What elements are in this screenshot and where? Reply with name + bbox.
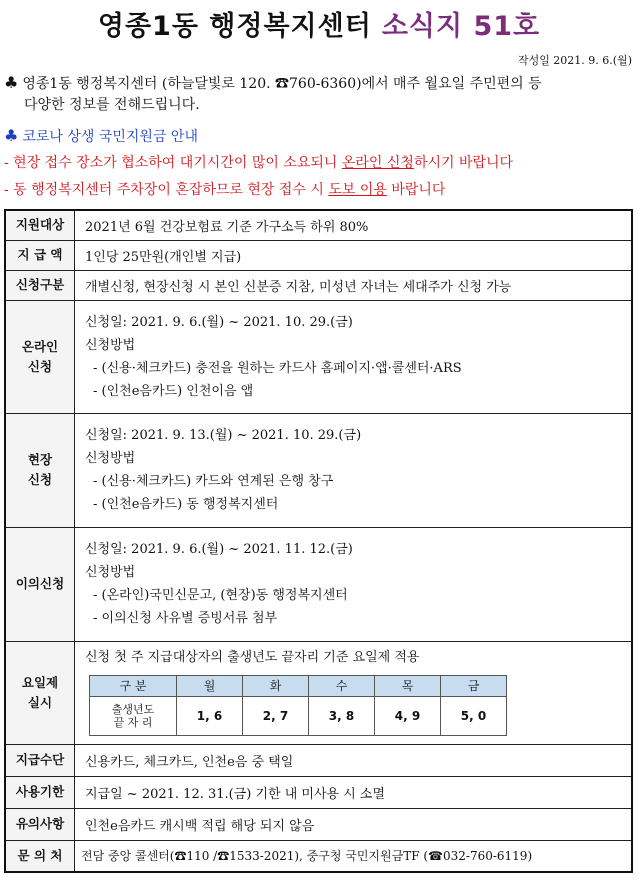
row-label: 유의사항 bbox=[5, 808, 75, 840]
intro-paragraph bbox=[4, 72, 634, 116]
row-label: 신청구분 bbox=[5, 270, 75, 300]
row-label: 지 급 액 bbox=[5, 240, 75, 270]
digits-wed: 3, 8 bbox=[309, 696, 375, 735]
day-tue: 화 bbox=[243, 675, 309, 696]
day-fri: 금 bbox=[441, 675, 507, 696]
day-wed: 수 bbox=[309, 675, 375, 696]
weekday-head-label: 구 분 bbox=[90, 675, 177, 696]
digits-tue: 2, 7 bbox=[243, 696, 309, 735]
row-label: 지원대상 bbox=[5, 210, 75, 240]
info-table bbox=[4, 209, 633, 873]
row-value: 신용카드, 체크카드, 인천e음 중 택일 bbox=[75, 744, 633, 776]
table-row bbox=[5, 210, 632, 240]
row-value: 전담 중앙 콜센터(☎110 /☎1533-2021), 중구청 국민지원금TF (☎032-760-6119) bbox=[75, 840, 633, 872]
row-value: 개별신청, 현장신청 시 본인 신분증 지참, 미성년 자녀는 세대주가 신청 가능 bbox=[75, 270, 633, 300]
row-value bbox=[75, 641, 633, 744]
digits-thu: 4, 9 bbox=[375, 696, 441, 735]
table-row bbox=[5, 840, 632, 872]
table-row bbox=[5, 270, 632, 300]
table-row-onsite bbox=[5, 413, 632, 527]
row-label: 현장 신청 bbox=[5, 413, 75, 527]
weekday-description: 신청 첫 주 지급대상자의 출생년도 끝자리 기준 요일제 적용 bbox=[85, 649, 420, 665]
club-bullet-icon: ♣ bbox=[4, 126, 19, 145]
weekday-digits-row bbox=[90, 696, 507, 735]
row-label: 이의신청 bbox=[5, 527, 75, 641]
table-row bbox=[5, 776, 632, 808]
intro-line-2: 다양한 정보를 전해드립니다. bbox=[24, 97, 200, 113]
notice-heading: ♣ 코로나 상생 국민지원금 안내 bbox=[4, 126, 198, 145]
table-row bbox=[5, 808, 632, 840]
row-label: 사용기한 bbox=[5, 776, 75, 808]
row-label: 문 의 처 bbox=[5, 840, 75, 872]
intro-line-1: 영종1동 행정복지센터 (하늘달빛로 120. ☎760-6360)에서 매주 월요일 주민편의 등 bbox=[22, 76, 542, 92]
club-bullet-icon: ♣ bbox=[4, 73, 19, 92]
row-label: 요일제 실시 bbox=[5, 641, 75, 744]
table-row-weekday bbox=[5, 641, 632, 744]
digits-mon: 1, 6 bbox=[177, 696, 243, 735]
notice-item-parking: - 동 행정복지센터 주차장이 혼잡하므로 현장 접수 시 도보 이용 바랍니다 bbox=[4, 182, 446, 198]
table-row bbox=[5, 240, 632, 270]
day-mon: 월 bbox=[177, 675, 243, 696]
row-value: 신청일: 2021. 9. 6.(월) ~ 2021. 10. 29.(금) 신청방법 - (신용·체크카드) 충전을 원하는 카드사 홈페이지·앱·콜센터·ARS - (인천e음카드) 인천이음 앱 bbox=[75, 300, 633, 413]
weekday-header-row bbox=[90, 675, 507, 696]
weekday-table bbox=[89, 675, 507, 736]
row-value: 2021년 6월 건강보험료 기준 가구소득 하위 80% bbox=[75, 210, 633, 240]
title-issue: 소식지 51호 bbox=[381, 11, 541, 42]
row-value: 1인당 25만원(개인별 지급) bbox=[75, 240, 633, 270]
table-row-online bbox=[5, 300, 632, 413]
table-row-appeal bbox=[5, 527, 632, 641]
row-value: 신청일: 2021. 9. 6.(월) ~ 2021. 11. 12.(금) 신청방법 - (온라인)국민신문고, (현장)동 행정복지센터 - 이의신청 사유별 증빙서류 첨부 bbox=[75, 527, 633, 641]
day-thu: 목 bbox=[375, 675, 441, 696]
row-value: 지급일 ~ 2021. 12. 31.(금) 기한 내 미사용 시 소멸 bbox=[75, 776, 633, 808]
row-value: 인천e음카드 캐시백 적립 해당 되지 않음 bbox=[75, 808, 633, 840]
row-label: 온라인 신청 bbox=[5, 300, 75, 413]
title-main: 영종1동 행정복지센터 bbox=[97, 11, 372, 42]
page-title bbox=[0, 4, 638, 43]
row-label: 지급수단 bbox=[5, 744, 75, 776]
issue-date: 작성일 2021. 9. 6.(월) bbox=[517, 54, 632, 67]
birth-year-label: 출생년도 끝 자 리 bbox=[90, 696, 177, 735]
row-value: 신청일: 2021. 9. 13.(월) ~ 2021. 10. 29.(금) 신청방법 - (신용·체크카드) 카드와 연계된 은행 창구 - (인천e음카드) 동 행정복지센터 bbox=[75, 413, 633, 527]
notice-item-online: - 현장 접수 장소가 협소하여 대기시간이 많이 소요되니 온라인 신청하시기 바랍니다 bbox=[4, 155, 514, 171]
table-row bbox=[5, 744, 632, 776]
digits-fri: 5, 0 bbox=[441, 696, 507, 735]
